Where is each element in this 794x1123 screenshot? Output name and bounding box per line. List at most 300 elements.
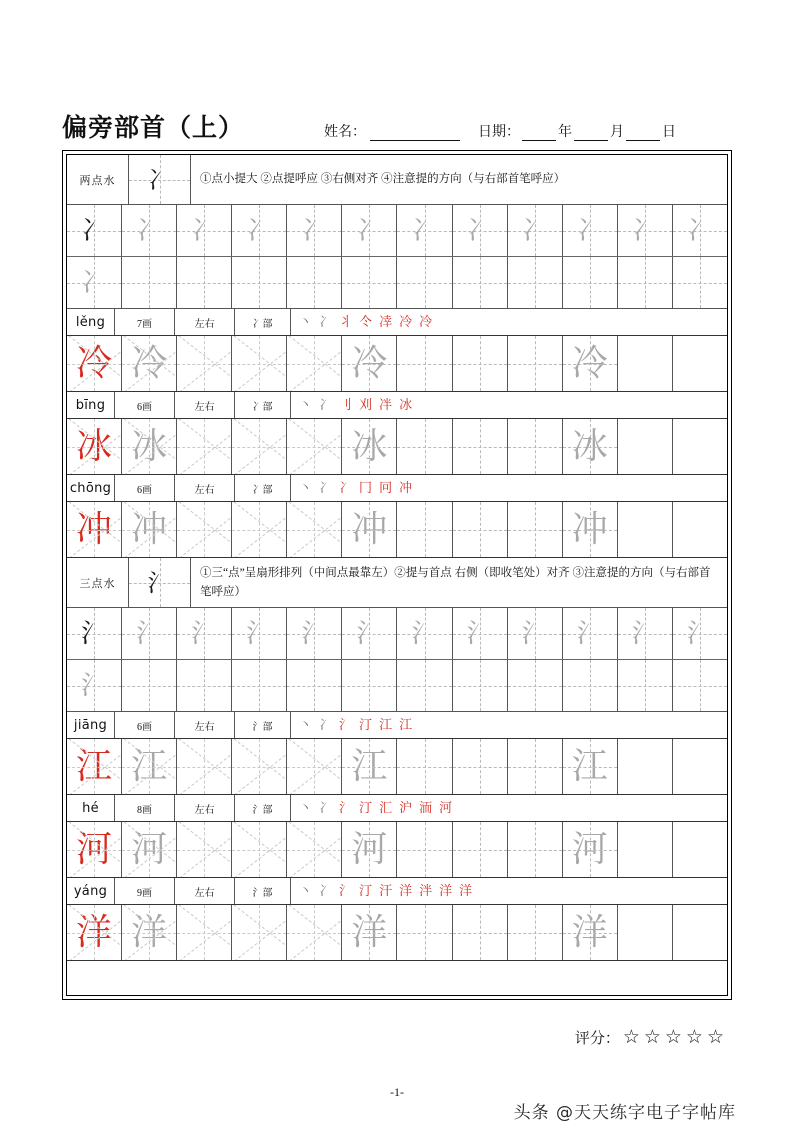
radical-intro-row (67, 558, 727, 608)
character-practice-cell[interactable] (397, 739, 452, 794)
month-unit: 月 (610, 125, 625, 140)
watermark: 头条 @天天练字电子字帖库 (513, 1103, 736, 1123)
character-radical: 冫部 (235, 475, 291, 501)
stroke-order-step: 氵 (339, 883, 353, 899)
radical-trace-glyph: 氵 (411, 618, 438, 649)
character-practice-row (67, 502, 727, 558)
character-practice-cell[interactable] (287, 739, 342, 794)
radical-practice-cell[interactable] (618, 608, 673, 659)
mi-grid-diagonals (177, 502, 231, 557)
day-blank[interactable] (626, 127, 660, 141)
character-practice-cell[interactable] (397, 336, 452, 391)
radical-glyph: 冫 (147, 165, 172, 194)
character-practice-cell[interactable] (563, 905, 618, 960)
character-practice-cell[interactable] (122, 336, 177, 391)
radical-practice-cell[interactable] (122, 608, 177, 659)
mi-grid-diagonals (177, 336, 231, 391)
radical-trace-glyph: 冫 (136, 215, 163, 246)
mi-grid-diagonals (177, 739, 231, 794)
mi-grid-diagonals (67, 905, 121, 960)
stroke-order-step: 冰 (399, 397, 413, 413)
character-practice-row (67, 822, 727, 878)
character-practice-cell[interactable] (397, 419, 452, 474)
character-practice-cell[interactable] (563, 502, 618, 557)
character-practice-cell[interactable] (287, 905, 342, 960)
character-practice-cell[interactable] (232, 419, 287, 474)
character-trace-glyph: 冰 (571, 425, 608, 467)
character-practice-cell[interactable] (618, 336, 673, 391)
stroke-order-step: 冂 (359, 480, 373, 496)
stroke-order-step: 冫 (319, 800, 333, 816)
character-structure: 左右 (175, 712, 235, 738)
stroke-order-sequence (291, 392, 727, 418)
radical-tips: ①点小提大 ②点提呼应 ③右侧对齐 ④注意提的方向（与右部首笔呼应） (200, 173, 566, 186)
radical-trace-glyph: 氵 (466, 618, 493, 649)
stroke-order-step: 冫 (319, 883, 333, 899)
mi-grid-diagonals (287, 419, 341, 474)
character-trace-glyph: 河 (76, 828, 113, 870)
radical-practice-cell[interactable] (287, 608, 342, 659)
radical-practice-cell[interactable] (122, 660, 177, 711)
mi-grid-diagonals (232, 502, 286, 557)
radical-practice-cell[interactable] (342, 205, 397, 256)
character-practice-cell[interactable] (177, 739, 232, 794)
character-practice-cell[interactable] (397, 502, 452, 557)
practice-frame (62, 150, 732, 1000)
character-practice-cell[interactable] (342, 502, 397, 557)
stroke-order-step: 丶 (299, 800, 313, 816)
mi-grid-diagonals (67, 739, 121, 794)
character-trace-glyph: 河 (131, 828, 168, 870)
character-practice-cell[interactable] (232, 502, 287, 557)
radical-practice-cell[interactable] (177, 205, 232, 256)
character-practice-cell[interactable] (287, 822, 342, 877)
character-radical: 氵部 (235, 712, 291, 738)
character-practice-cell[interactable] (673, 419, 727, 474)
character-practice-cell[interactable] (287, 419, 342, 474)
stroke-order-step: 洋 (399, 883, 413, 899)
character-practice-cell[interactable] (673, 905, 727, 960)
character-practice-cell[interactable] (342, 905, 397, 960)
character-practice-cell[interactable] (67, 905, 122, 960)
character-practice-cell[interactable] (508, 739, 563, 794)
mi-grid-diagonals (287, 822, 341, 877)
radical-practice-row (67, 608, 727, 660)
radical-glyph: 氵 (147, 568, 172, 597)
radical-practice-cell[interactable] (563, 257, 618, 308)
character-practice-cell[interactable] (342, 336, 397, 391)
stroke-order-step: 冫 (339, 480, 353, 496)
character-practice-cell[interactable] (397, 822, 452, 877)
name-blank[interactable] (370, 127, 460, 141)
score-label: 评分： (574, 1031, 620, 1047)
character-practice-cell[interactable] (122, 822, 177, 877)
character-practice-cell[interactable] (342, 822, 397, 877)
character-stroke-count: 6画 (115, 712, 175, 738)
character-practice-cell[interactable] (618, 419, 673, 474)
radical-practice-row (67, 205, 727, 257)
mi-grid-diagonals (232, 739, 286, 794)
mi-grid-diagonals (232, 336, 286, 391)
character-trace-glyph: 冲 (76, 508, 113, 550)
character-trace-glyph: 江 (76, 745, 113, 787)
radical-trace-glyph: 氵 (136, 618, 163, 649)
character-trace-glyph: 冷 (351, 342, 388, 384)
character-trace-glyph: 河 (571, 828, 608, 870)
mi-grid-diagonals (122, 739, 176, 794)
radical-practice-cell[interactable] (397, 608, 452, 659)
character-practice-cell[interactable] (397, 905, 452, 960)
stroke-order-step: 沪 (399, 800, 413, 816)
character-trace-glyph: 冰 (351, 425, 388, 467)
character-practice-cell[interactable] (508, 419, 563, 474)
character-practice-cell[interactable] (67, 419, 122, 474)
radical-name: 两点水 (67, 155, 129, 204)
mi-grid-diagonals (67, 419, 121, 474)
radical-practice-row (67, 257, 727, 309)
character-practice-cell[interactable] (287, 502, 342, 557)
stroke-order-step: 冷 (399, 314, 413, 330)
character-trace-glyph: 河 (351, 828, 388, 870)
radical-tips: ①三“点”呈扇形排列（中间点最靠左）②提与首点 右侧（即收笔处）对齐 ③注意提的方向（与右部首笔呼应） (200, 566, 711, 598)
character-practice-cell[interactable] (673, 822, 727, 877)
radical-practice-cell[interactable] (232, 205, 287, 256)
radical-practice-cell[interactable] (673, 257, 727, 308)
mi-grid-diagonals (287, 336, 341, 391)
character-practice-cell[interactable] (563, 739, 618, 794)
radical-practice-cell[interactable] (673, 205, 727, 256)
radical-practice-cell[interactable] (177, 660, 232, 711)
character-practice-cell[interactable] (177, 822, 232, 877)
radical-practice-cell[interactable] (453, 660, 508, 711)
radical-name: 三点水 (67, 558, 129, 607)
mi-grid-diagonals (177, 822, 231, 877)
stroke-order-step: 江 (399, 717, 413, 733)
radical-practice-cell[interactable] (232, 257, 287, 308)
character-practice-cell[interactable] (618, 822, 673, 877)
mi-grid-diagonals (232, 905, 286, 960)
radical-practice-row (67, 660, 727, 712)
stroke-order-step: 冫 (319, 397, 333, 413)
character-practice-cell[interactable] (177, 419, 232, 474)
character-practice-cell[interactable] (122, 905, 177, 960)
radical-trace-glyph: 氵 (246, 618, 273, 649)
character-trace-glyph: 江 (571, 745, 608, 787)
character-trace-glyph: 江 (131, 745, 168, 787)
character-practice-cell[interactable] (453, 419, 508, 474)
stroke-order-step: 江 (379, 717, 393, 733)
stroke-order-step: 冫 (319, 314, 333, 330)
character-info-row (67, 795, 727, 822)
radical-practice-cell[interactable] (232, 608, 287, 659)
page-number: -1- (390, 1085, 404, 1099)
mi-grid-diagonals (67, 336, 121, 391)
character-trace-glyph: 冰 (131, 425, 168, 467)
character-practice-cell[interactable] (508, 905, 563, 960)
character-radical: 冫部 (235, 309, 291, 335)
radical-practice-cell[interactable] (287, 660, 342, 711)
character-radical: 氵部 (235, 878, 291, 904)
character-trace-glyph: 洋 (76, 911, 113, 953)
stroke-order-step: 冷 (419, 314, 433, 330)
stroke-order-step: 丬 (339, 314, 353, 330)
character-trace-glyph: 洋 (131, 911, 168, 953)
stroke-order-sequence (291, 795, 727, 821)
character-practice-cell[interactable] (232, 336, 287, 391)
character-practice-cell[interactable] (287, 336, 342, 391)
character-pinyin: chōng (67, 475, 115, 501)
character-practice-cell[interactable] (67, 336, 122, 391)
radical-practice-cell[interactable] (177, 608, 232, 659)
score-area (575, 1026, 728, 1049)
character-practice-cell[interactable] (618, 905, 673, 960)
mi-grid-diagonals (122, 905, 176, 960)
character-practice-cell[interactable] (453, 336, 508, 391)
character-practice-cell[interactable] (67, 822, 122, 877)
radical-practice-cell[interactable] (508, 608, 563, 659)
character-practice-cell[interactable] (232, 739, 287, 794)
stroke-order-step: 汀 (359, 883, 373, 899)
character-practice-cell[interactable] (177, 905, 232, 960)
radical-trace-glyph: 冫 (576, 215, 603, 246)
radical-practice-cell[interactable] (67, 608, 122, 659)
stroke-order-step: 冫 (319, 480, 333, 496)
character-info-row (67, 309, 727, 336)
stroke-order-step: 丶 (299, 480, 313, 496)
radical-trace-glyph: 冫 (411, 215, 438, 246)
stroke-order-step: 氵 (339, 800, 353, 816)
mi-grid-diagonals (232, 822, 286, 877)
stroke-order-step: 汗 (379, 883, 393, 899)
character-trace-glyph: 江 (351, 745, 388, 787)
stroke-order-step: 仒 (359, 314, 373, 330)
radical-practice-cell[interactable] (232, 660, 287, 711)
character-practice-cell[interactable] (453, 822, 508, 877)
character-practice-cell[interactable] (122, 502, 177, 557)
character-info-row (67, 475, 727, 502)
character-practice-cell[interactable] (508, 336, 563, 391)
character-radical: 氵部 (235, 795, 291, 821)
character-practice-cell[interactable] (122, 419, 177, 474)
radical-trace-glyph: 冫 (521, 215, 548, 246)
mi-grid-diagonals (122, 502, 176, 557)
radical-practice-cell[interactable] (122, 205, 177, 256)
mi-grid-diagonals (287, 739, 341, 794)
stroke-order-step: 洏 (419, 800, 433, 816)
radical-trace-glyph: 氵 (81, 618, 108, 649)
radical-trace-glyph: 冫 (631, 215, 658, 246)
mi-grid-diagonals (122, 419, 176, 474)
stroke-order-step: 丶 (299, 397, 313, 413)
character-practice-cell[interactable] (453, 905, 508, 960)
radical-practice-cell[interactable] (563, 205, 618, 256)
stroke-order-step: 河 (439, 800, 453, 816)
radical-trace-glyph: 冫 (301, 215, 328, 246)
radical-practice-cell[interactable] (397, 205, 452, 256)
character-practice-cell[interactable] (177, 336, 232, 391)
stroke-order-step: 丶 (299, 717, 313, 733)
radical-trace-glyph: 氵 (81, 670, 108, 701)
character-practice-cell[interactable] (177, 502, 232, 557)
radical-practice-cell[interactable] (453, 257, 508, 308)
radical-practice-cell[interactable] (508, 257, 563, 308)
stroke-order-step: 㓑 (379, 314, 393, 330)
stroke-order-sequence (291, 712, 727, 738)
radical-trace-glyph: 冫 (81, 215, 108, 246)
stroke-order-step: 汀 (359, 717, 373, 733)
stroke-order-step: 刈 (359, 397, 373, 413)
radical-practice-cell[interactable] (397, 660, 452, 711)
stroke-order-step: 汀 (359, 800, 373, 816)
character-practice-cell[interactable] (563, 419, 618, 474)
radical-trace-glyph: 氵 (631, 618, 658, 649)
radical-practice-cell[interactable] (618, 205, 673, 256)
character-practice-cell[interactable] (67, 739, 122, 794)
mi-grid-diagonals (122, 336, 176, 391)
radical-trace-glyph: 氵 (356, 618, 383, 649)
worksheet-header (62, 100, 732, 144)
radical-trace-glyph: 氵 (191, 618, 218, 649)
month-blank[interactable] (574, 127, 608, 141)
character-practice-cell[interactable] (342, 739, 397, 794)
character-practice-cell[interactable] (453, 739, 508, 794)
mi-grid-diagonals (287, 905, 341, 960)
stroke-order-sequence (291, 878, 727, 904)
character-practice-cell[interactable] (618, 502, 673, 557)
character-practice-cell[interactable] (673, 502, 727, 557)
character-stroke-count: 9画 (115, 878, 175, 904)
stroke-order-step: 洋 (459, 883, 473, 899)
radical-practice-cell[interactable] (342, 660, 397, 711)
character-practice-cell[interactable] (673, 336, 727, 391)
character-radical: 冫部 (235, 392, 291, 418)
character-practice-cell[interactable] (453, 502, 508, 557)
radical-practice-cell[interactable] (342, 257, 397, 308)
radical-trace-glyph: 冫 (191, 215, 218, 246)
radical-practice-cell[interactable] (618, 660, 673, 711)
radical-practice-cell[interactable] (287, 257, 342, 308)
character-practice-cell[interactable] (232, 905, 287, 960)
radical-practice-cell[interactable] (67, 205, 122, 256)
character-pinyin: hé (67, 795, 115, 821)
student-meta (324, 121, 676, 144)
stroke-order-step: 冲 (399, 480, 413, 496)
character-trace-glyph: 冷 (131, 342, 168, 384)
character-trace-glyph: 冷 (571, 342, 608, 384)
radical-trace-glyph: 冫 (81, 267, 108, 298)
radical-model-glyph-cell (129, 558, 191, 607)
name-label: 姓名： (324, 125, 367, 140)
character-stroke-count: 6画 (115, 475, 175, 501)
radical-practice-cell[interactable] (67, 660, 122, 711)
character-practice-cell[interactable] (618, 739, 673, 794)
character-stroke-count: 8画 (115, 795, 175, 821)
radical-practice-cell[interactable] (397, 257, 452, 308)
stroke-order-step: 丶 (299, 314, 313, 330)
radical-trace-glyph: 冫 (246, 215, 273, 246)
character-practice-cell[interactable] (508, 502, 563, 557)
radical-practice-cell[interactable] (563, 660, 618, 711)
radical-practice-cell[interactable] (67, 257, 122, 308)
character-practice-cell[interactable] (508, 822, 563, 877)
radical-trace-glyph: 冫 (686, 215, 713, 246)
mi-grid-diagonals (287, 502, 341, 557)
character-info-row (67, 878, 727, 905)
page-title: 偏旁部首（上） (62, 113, 245, 142)
stroke-order-step: 汇 (379, 800, 393, 816)
character-pinyin: yáng (67, 878, 115, 904)
radical-practice-cell[interactable] (618, 257, 673, 308)
character-pinyin: lěng (67, 309, 115, 335)
radical-practice-cell[interactable] (453, 608, 508, 659)
character-info-row (67, 712, 727, 739)
radical-trace-glyph: 冫 (466, 215, 493, 246)
radical-trace-glyph: 冫 (356, 215, 383, 246)
character-trace-glyph: 冲 (351, 508, 388, 550)
character-trace-glyph: 冲 (571, 508, 608, 550)
mi-grid-diagonals (177, 905, 231, 960)
year-blank[interactable] (522, 127, 556, 141)
character-practice-row (67, 905, 727, 961)
character-practice-cell[interactable] (563, 822, 618, 877)
character-pinyin: jiāng (67, 712, 115, 738)
radical-practice-cell[interactable] (673, 660, 727, 711)
character-trace-glyph: 冰 (76, 425, 113, 467)
stroke-order-step: 冸 (379, 397, 393, 413)
radical-practice-cell[interactable] (342, 608, 397, 659)
stroke-order-step: 冋 (379, 480, 393, 496)
character-practice-row (67, 336, 727, 392)
character-practice-cell[interactable] (67, 502, 122, 557)
radical-practice-cell[interactable] (508, 660, 563, 711)
radical-trace-glyph: 氵 (686, 618, 713, 649)
character-structure: 左右 (175, 475, 235, 501)
radical-practice-cell[interactable] (673, 608, 727, 659)
character-trace-glyph: 冷 (76, 342, 113, 384)
character-pinyin: bīng (67, 392, 115, 418)
stroke-order-step: 洋 (439, 883, 453, 899)
character-practice-cell[interactable] (342, 419, 397, 474)
stroke-order-step: 氵 (339, 717, 353, 733)
character-structure: 左右 (175, 878, 235, 904)
character-practice-cell[interactable] (673, 739, 727, 794)
stroke-order-step: 丶 (299, 883, 313, 899)
character-practice-row (67, 419, 727, 475)
radical-practice-cell[interactable] (508, 205, 563, 256)
radical-practice-cell[interactable] (287, 205, 342, 256)
character-trace-glyph: 洋 (351, 911, 388, 953)
character-practice-cell[interactable] (232, 822, 287, 877)
radical-practice-cell[interactable] (122, 257, 177, 308)
character-structure: 左右 (175, 795, 235, 821)
character-practice-cell[interactable] (122, 739, 177, 794)
character-stroke-count: 7画 (115, 309, 175, 335)
score-stars[interactable]: ☆☆☆☆☆ (622, 1027, 728, 1048)
radical-trace-glyph: 氵 (301, 618, 328, 649)
stroke-order-step: 冫 (319, 717, 333, 733)
stroke-order-sequence (291, 309, 727, 335)
mi-grid-diagonals (67, 502, 121, 557)
radical-practice-cell[interactable] (177, 257, 232, 308)
radical-practice-cell[interactable] (563, 608, 618, 659)
date-label: 日期： (478, 125, 521, 140)
character-trace-glyph: 洋 (571, 911, 608, 953)
stroke-order-sequence (291, 475, 727, 501)
character-trace-glyph: 冲 (131, 508, 168, 550)
character-practice-cell[interactable] (563, 336, 618, 391)
radical-practice-cell[interactable] (453, 205, 508, 256)
stroke-order-step: 刂 (339, 397, 353, 413)
